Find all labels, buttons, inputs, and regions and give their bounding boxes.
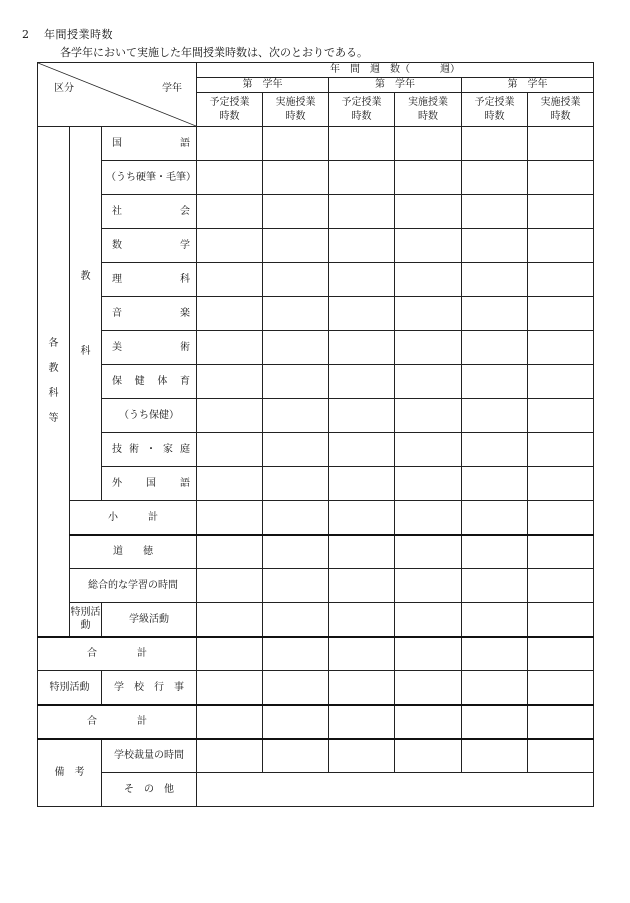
cell[interactable] — [395, 229, 462, 263]
cell[interactable] — [462, 433, 528, 467]
cell[interactable] — [528, 297, 594, 331]
cell[interactable] — [462, 229, 528, 263]
cell[interactable] — [462, 399, 528, 433]
cell[interactable] — [528, 671, 594, 705]
planned-hours-header: 予定授業 時数 — [462, 93, 528, 127]
section-heading — [22, 26, 113, 42]
actual-hours-header: 実施授業 時数 — [528, 93, 594, 127]
cell[interactable] — [263, 501, 329, 535]
cell[interactable] — [263, 637, 329, 671]
cell[interactable] — [395, 161, 462, 195]
cell[interactable] — [395, 365, 462, 399]
cell[interactable] — [528, 705, 594, 739]
cell[interactable] — [462, 297, 528, 331]
cell[interactable] — [329, 229, 395, 263]
subject-kokugo: 国 語 — [102, 127, 197, 161]
planned-hours-header: 予定授業 時数 — [197, 93, 263, 127]
cell[interactable] — [197, 637, 263, 671]
cell[interactable] — [528, 637, 594, 671]
cell[interactable] — [329, 331, 395, 365]
cell[interactable] — [329, 705, 395, 739]
cell[interactable] — [263, 161, 329, 195]
subject-suugaku: 数 学 — [102, 229, 197, 263]
cell[interactable] — [528, 433, 594, 467]
cell[interactable] — [528, 161, 594, 195]
cell[interactable] — [528, 195, 594, 229]
cell[interactable] — [462, 535, 528, 569]
cell[interactable] — [329, 637, 395, 671]
cell[interactable] — [462, 501, 528, 535]
kubun-gakunen-header — [38, 63, 197, 127]
cell[interactable] — [197, 739, 263, 773]
cell[interactable] — [263, 705, 329, 739]
cell[interactable] — [395, 399, 462, 433]
cell[interactable] — [395, 501, 462, 535]
cell[interactable] — [263, 195, 329, 229]
cell[interactable] — [263, 263, 329, 297]
cell[interactable] — [395, 637, 462, 671]
cell[interactable] — [462, 637, 528, 671]
cell[interactable] — [197, 195, 263, 229]
cell[interactable] — [197, 535, 263, 569]
cell[interactable] — [329, 297, 395, 331]
actual-hours-header: 実施授業 時数 — [395, 93, 462, 127]
cell[interactable] — [528, 263, 594, 297]
cell[interactable] — [197, 399, 263, 433]
cell[interactable] — [395, 263, 462, 297]
cell[interactable] — [462, 569, 528, 603]
cell[interactable] — [395, 195, 462, 229]
cell[interactable] — [197, 501, 263, 535]
cell[interactable] — [329, 467, 395, 501]
cell[interactable] — [395, 535, 462, 569]
cell[interactable] — [263, 671, 329, 705]
goukei-label-2: 合 計 — [38, 705, 197, 739]
cell[interactable] — [395, 331, 462, 365]
kakukyouka-label: 各 教 科 等 — [38, 127, 70, 637]
cell[interactable] — [263, 739, 329, 773]
section-number: 2 — [22, 28, 30, 41]
cell[interactable] — [263, 535, 329, 569]
cell[interactable] — [329, 263, 395, 297]
cell[interactable] — [528, 127, 594, 161]
cell[interactable] — [197, 433, 263, 467]
cell[interactable] — [329, 161, 395, 195]
cell[interactable] — [263, 603, 329, 637]
kubun-label: 区分 — [54, 82, 74, 94]
cell[interactable] — [528, 229, 594, 263]
sonota-label: そ の 他 — [102, 773, 197, 807]
cell[interactable] — [329, 365, 395, 399]
annual-hours-table — [37, 62, 594, 807]
cell[interactable] — [395, 433, 462, 467]
grade-header-1: 第 学年 — [197, 78, 329, 93]
cell[interactable] — [462, 195, 528, 229]
cell[interactable] — [462, 739, 528, 773]
cell[interactable] — [395, 739, 462, 773]
cell[interactable] — [329, 399, 395, 433]
doutoku-label: 道 徳 — [70, 535, 197, 569]
cell[interactable] — [528, 569, 594, 603]
cell[interactable] — [395, 569, 462, 603]
cell[interactable] — [395, 671, 462, 705]
cell[interactable] — [395, 705, 462, 739]
planned-hours-header: 予定授業 時数 — [329, 93, 395, 127]
cell[interactable] — [263, 331, 329, 365]
cell[interactable] — [462, 671, 528, 705]
cell[interactable] — [329, 195, 395, 229]
cell[interactable] — [528, 535, 594, 569]
cell[interactable] — [395, 467, 462, 501]
subject-gijutsu-katei: 技術・家庭 — [102, 433, 197, 467]
bikou-label: 備 考 — [38, 739, 102, 807]
subject-bijutsu: 美 術 — [102, 331, 197, 365]
cell[interactable] — [329, 535, 395, 569]
cell[interactable] — [329, 671, 395, 705]
grade-header-3: 第 学年 — [462, 78, 594, 93]
cell[interactable] — [528, 331, 594, 365]
intro-text: 各学年において実施した年間授業時数は、次のとおりである。 — [60, 46, 368, 59]
cell[interactable] — [263, 399, 329, 433]
cell[interactable] — [197, 263, 263, 297]
section-title: 年間授業時数 — [44, 28, 113, 41]
cell[interactable] — [197, 671, 263, 705]
sonota-cell[interactable] — [197, 773, 594, 807]
cell[interactable] — [197, 331, 263, 365]
cell[interactable] — [395, 127, 462, 161]
cell[interactable] — [395, 603, 462, 637]
cell[interactable] — [462, 365, 528, 399]
cell[interactable] — [395, 297, 462, 331]
cell[interactable] — [528, 739, 594, 773]
cell[interactable] — [329, 603, 395, 637]
cell[interactable] — [329, 127, 395, 161]
cell[interactable] — [263, 365, 329, 399]
subject-hoken-taiiku: 保健体育 — [102, 365, 197, 399]
sougou-label: 総合的な学習の時間 — [70, 569, 197, 603]
cell[interactable] — [528, 501, 594, 535]
week-count-header: 年 間 週 数（ 週） — [197, 63, 594, 78]
cell[interactable] — [197, 705, 263, 739]
cell[interactable] — [462, 127, 528, 161]
cell[interactable] — [462, 467, 528, 501]
cell[interactable] — [329, 501, 395, 535]
subject-hoken-note: （うち保健） — [102, 399, 197, 433]
tokubetsu-katsudou-label: 特別活動 — [70, 603, 102, 637]
subject-gaikokugo: 外国語 — [102, 467, 197, 501]
subject-ongaku: 音 楽 — [102, 297, 197, 331]
shoukei-label: 小 計 — [70, 501, 197, 535]
cell[interactable] — [329, 569, 395, 603]
cell[interactable] — [197, 603, 263, 637]
cell[interactable] — [197, 569, 263, 603]
grade-header-2: 第 学年 — [329, 78, 462, 93]
sairyou-label: 学校裁量の時間 — [102, 739, 197, 773]
cell[interactable] — [462, 263, 528, 297]
cell[interactable] — [197, 297, 263, 331]
gakkou-gyouji-label: 学 校 行 事 — [102, 671, 197, 705]
cell[interactable] — [197, 229, 263, 263]
cell[interactable] — [263, 467, 329, 501]
actual-hours-header: 実施授業 時数 — [263, 93, 329, 127]
cell[interactable] — [462, 705, 528, 739]
gakunen-label: 学年 — [162, 82, 183, 94]
kyouka-label: 教 科 — [70, 127, 102, 501]
cell[interactable] — [263, 433, 329, 467]
cell[interactable] — [263, 569, 329, 603]
tokubetsu-katsudou-label-2: 特別活動 — [38, 671, 102, 705]
cell[interactable] — [329, 433, 395, 467]
cell[interactable] — [263, 297, 329, 331]
cell[interactable] — [263, 229, 329, 263]
cell[interactable] — [528, 467, 594, 501]
cell[interactable] — [197, 365, 263, 399]
gakkyuu-katsudou-label: 学級活動 — [102, 603, 197, 637]
cell[interactable] — [528, 603, 594, 637]
cell[interactable] — [462, 331, 528, 365]
cell[interactable] — [197, 467, 263, 501]
cell[interactable] — [528, 365, 594, 399]
cell[interactable] — [263, 127, 329, 161]
cell[interactable] — [462, 161, 528, 195]
cell[interactable] — [462, 603, 528, 637]
subject-kokugo-note: （うち硬筆・毛筆） — [102, 161, 197, 195]
cell[interactable] — [197, 127, 263, 161]
goukei-label-1: 合 計 — [38, 637, 197, 671]
subject-shakai: 社 会 — [102, 195, 197, 229]
cell[interactable] — [329, 739, 395, 773]
subject-rika: 理 科 — [102, 263, 197, 297]
cell[interactable] — [528, 399, 594, 433]
cell[interactable] — [197, 161, 263, 195]
